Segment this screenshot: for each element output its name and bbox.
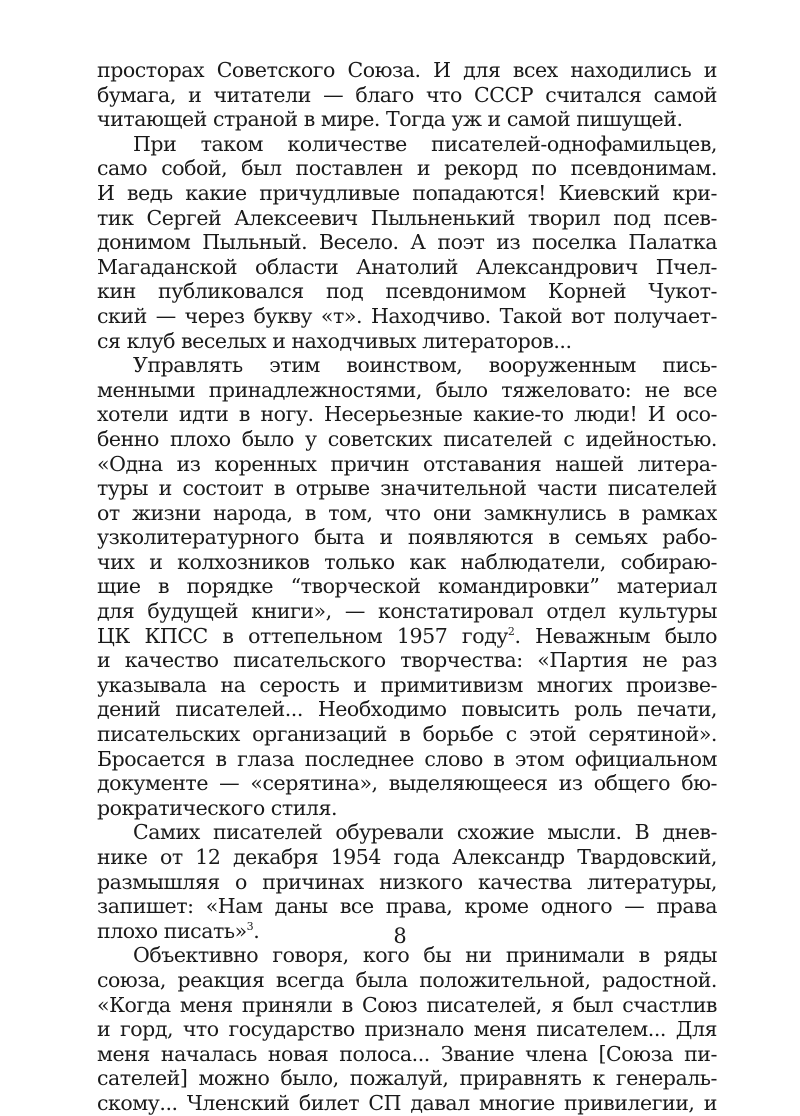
text-line: Самих писателей обуревали схожие мысли. В днев- [133, 820, 717, 845]
text-line: указывала на серость и примитивизм многих произве- [97, 672, 717, 697]
text-line: ский — через букву «т». Находчиво. Такой вот получает- [97, 303, 717, 328]
text-line: просторах Советского Союза. И для всех находились и [97, 58, 717, 82]
text-line: ЦК КПСС в оттепельном 1957 году$^2$. Неважным было [97, 623, 717, 648]
text-line: нике от 12 декабря 1954 года Александр Твардовский, [97, 845, 717, 869]
page-number: 8 [393, 924, 407, 948]
text-line: плохо писать»$^3$. [97, 918, 260, 943]
text-line: узколитературного быта и появляются в семьях рабо- [97, 525, 717, 550]
text-line: хотели идти в ногу. Несерьезные какие-то люди! И осо- [97, 402, 717, 427]
text-line: тик Сергей Алексеевич Пыльненький творил под псев- [97, 205, 717, 230]
footnote-ref: 2 [507, 624, 515, 638]
text-line: дений писателей... Необходимо повысить роль печати, [97, 697, 717, 722]
text-line: «Когда меня приняли в Союз писателей, я был счастлив [97, 992, 717, 1017]
text-line: читающей страной в мире. Тогда уж и самой пишущей. [97, 107, 683, 132]
text-line: чих и колхозников только как наблюдатели, собираю- [97, 549, 717, 574]
footnote-ref: 3 [246, 919, 254, 933]
text-line: и качество писательского творчества: «Партия не раз [97, 648, 717, 673]
text-line: скому... Членский билет СП давал многие привилегии, и [97, 1090, 717, 1115]
text-line: И ведь какие причудливые попадаются! Киевский кри- [97, 180, 717, 205]
text-line: от жизни народа, в том, что они замкнулись в рамках [97, 500, 717, 525]
text-line: размышляя о причинах низкого качества литературы, [97, 869, 717, 894]
text-line: бенно плохо было у советских писателей с идейностью. [97, 426, 717, 451]
text-line: Объективно говоря, кого бы ни принимали в ряды [133, 943, 717, 968]
text-line: Бросается в глаза последнее слово в этом официальном [97, 746, 717, 771]
text-line: кин публиковался под псевдонимом Корней Чукот- [97, 279, 717, 304]
text-line: рократического стиля. [97, 795, 338, 820]
text-line: менными принадлежностями, было тяжеловато: не все [97, 377, 717, 402]
text-line: меня началась новая полоса... Звание члена [Союза пи- [97, 1041, 717, 1066]
text-line: документе — «серятина», выделяющееся из общего бю- [97, 771, 717, 796]
text-line: союза, реакция всегда была положительной, радостной. [97, 967, 717, 992]
text-line: и горд, что государство признало меня писателем... Для [97, 1017, 717, 1042]
text-line: При таком количестве писателей-однофамильцев, [133, 131, 717, 156]
text-line: щие в порядке “творческой командировки” материал [97, 574, 717, 599]
text-line: запишет: «Нам даны все права, кроме одного — права [97, 894, 717, 919]
text-line: туры и состоит в отрыве значительной части писателей [97, 476, 717, 501]
text-line: само собой, был поставлен и рекорд по псевдонимам. [97, 156, 717, 181]
text-line: Магаданской области Анатолий Александрович Пчел- [97, 254, 717, 279]
text-line: ся клуб веселых и находчивых литераторов... [97, 328, 572, 353]
text-line: донимом Пыльный. Весело. А поэт из поселка Палатка [97, 230, 717, 255]
text-line: бумага, и читатели — благо что СССР считался самой [97, 82, 717, 107]
text-line: сателей] можно было, пожалуй, приравнять к генераль- [97, 1066, 717, 1091]
text-line: «Одна из коренных причин отставания нашей литера- [97, 451, 717, 476]
body-text [97, 58, 717, 1116]
text-line: для будущей книги», — констатировал отдел культуры [97, 599, 717, 624]
text-line: Управлять этим воинством, вооруженным пись- [133, 353, 717, 378]
text-line: писательских организаций в борьбе с этой серятиной». [97, 722, 717, 747]
